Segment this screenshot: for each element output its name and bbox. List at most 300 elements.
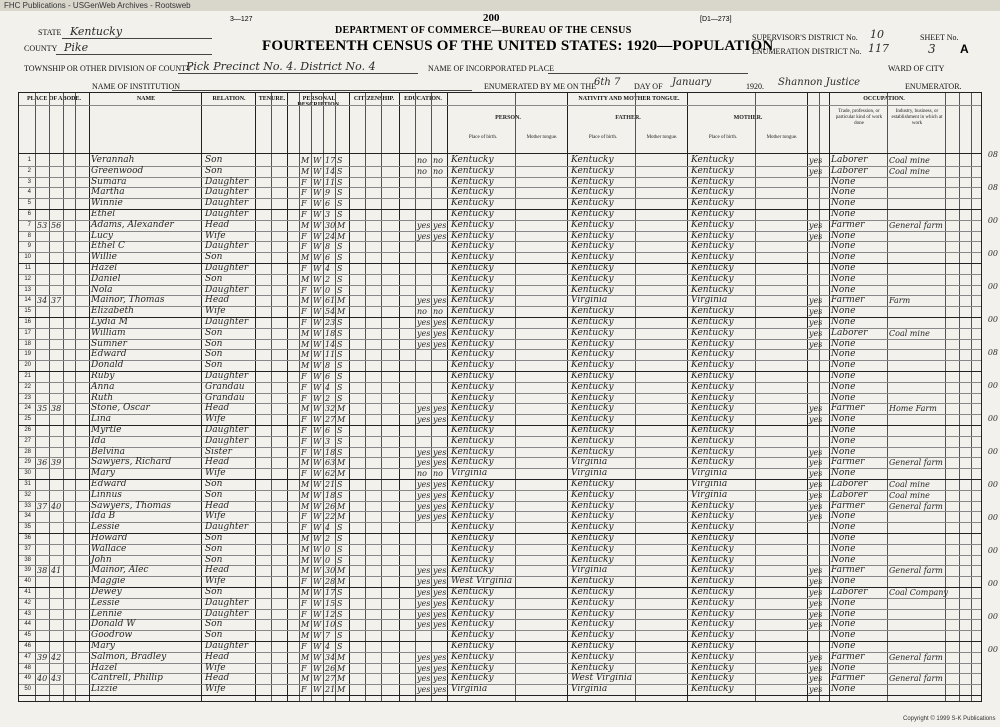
cell-mbirth: Kentucky xyxy=(691,392,734,403)
cell-birth: Kentucky xyxy=(451,306,494,317)
cell-industry: Coal Company xyxy=(889,588,948,597)
cell-rel: Daughter xyxy=(205,209,249,219)
header-rule xyxy=(19,105,981,106)
group-citizenship: CITIZENSHIP. xyxy=(353,96,395,102)
cell-rel: Daughter xyxy=(205,597,249,608)
cell-fbirth: Virginia xyxy=(571,295,608,306)
cell-dwelling: 39 xyxy=(37,652,48,662)
cell-fbirth: Kentucky xyxy=(571,371,614,381)
cell-mbirth: Kentucky xyxy=(691,651,734,662)
cell-rel: Daughter xyxy=(205,522,249,533)
row-number: 18 xyxy=(24,340,31,347)
cell-ms: M xyxy=(337,404,346,414)
cell-trade: None xyxy=(831,198,856,209)
cell-mbirth: Kentucky xyxy=(691,500,734,511)
cell-age: 9 xyxy=(325,188,331,198)
row-number: 31 xyxy=(24,481,31,487)
cell-age: 4 xyxy=(325,642,331,651)
cell-fbirth: Kentucky xyxy=(571,435,614,446)
cell-write: yes xyxy=(433,490,447,500)
cell-fbirth: Kentucky xyxy=(571,608,614,619)
cell-ms: M xyxy=(337,512,346,522)
cell-mbirth: Kentucky xyxy=(691,543,734,554)
cell-ms: S xyxy=(337,285,343,295)
sub-person: PERSON. xyxy=(495,115,521,121)
cell-name: Mainor, Alec xyxy=(91,565,149,576)
cell-ms: S xyxy=(337,609,343,619)
cell-read: yes xyxy=(417,458,431,468)
cell-fbirth: West Virginia xyxy=(571,673,633,684)
cell-sex: F xyxy=(301,285,307,295)
cell-sex: M xyxy=(301,544,310,554)
cell-race: W xyxy=(313,642,322,651)
cell-rel: Son xyxy=(205,543,223,554)
cell-birth: Kentucky xyxy=(451,479,494,489)
cell-birth: Kentucky xyxy=(451,219,494,230)
cell-ms: S xyxy=(337,264,343,273)
margin-note: 00 xyxy=(987,216,998,225)
cell-sex: F xyxy=(301,393,307,403)
row-number: 6 xyxy=(27,211,31,217)
cell-birth: Kentucky xyxy=(451,619,494,630)
cell-sex: F xyxy=(301,447,307,457)
cell-fbirth: Kentucky xyxy=(571,306,614,317)
cell-trade: None xyxy=(831,425,856,435)
cell-birth: Kentucky xyxy=(451,187,494,198)
cell-age: 30 xyxy=(325,566,336,576)
row-number: 50 xyxy=(24,686,31,693)
cell-family: 37 xyxy=(51,296,62,306)
col-divider xyxy=(75,93,76,701)
row-number: 38 xyxy=(24,556,31,563)
cell-ms: S xyxy=(337,490,343,500)
cell-read: yes xyxy=(417,620,431,630)
cell-ms: S xyxy=(337,372,343,381)
margin-note: 00 xyxy=(987,414,998,423)
cell-family: 42 xyxy=(51,652,62,662)
cell-rel: Daughter xyxy=(205,608,249,619)
cell-sex: M xyxy=(301,274,310,284)
cell-birth: Kentucky xyxy=(451,522,494,533)
cell-birth: Kentucky xyxy=(451,511,494,522)
row-number: 34 xyxy=(24,513,31,520)
cell-trade: Laborer xyxy=(831,587,868,597)
cell-age: 21 xyxy=(325,685,336,695)
cell-dwelling: 35 xyxy=(37,404,48,414)
cell-rel: Daughter xyxy=(205,435,249,446)
row-number: 16 xyxy=(24,319,31,325)
cell-fbirth: Kentucky xyxy=(571,338,614,349)
cell-rel: Wife xyxy=(205,414,226,425)
cell-sex: F xyxy=(301,188,307,198)
cell-age: 3 xyxy=(325,436,331,446)
cell-birth: Kentucky xyxy=(451,165,494,176)
sub-mother-tongue: Mother tongue. xyxy=(766,135,798,140)
col-divider xyxy=(89,93,90,701)
cell-birth: Virginia xyxy=(451,468,488,479)
cell-birth: Kentucky xyxy=(451,673,494,684)
day-of-label: DAY OF xyxy=(634,82,663,91)
cell-age: 26 xyxy=(325,501,336,511)
cell-industry: Farm xyxy=(889,296,911,306)
cell-sex: M xyxy=(301,566,310,576)
cell-age: 18 xyxy=(325,328,336,338)
cell-eng: yes xyxy=(809,620,823,630)
cell-mbirth: Kentucky xyxy=(691,608,734,619)
margin-note: 00 xyxy=(987,645,998,654)
cell-read: yes xyxy=(417,404,431,414)
cell-mbirth: Virginia xyxy=(691,295,728,306)
cell-trade: None xyxy=(831,209,856,219)
cell-mbirth: Kentucky xyxy=(691,219,734,230)
cell-mbirth: Kentucky xyxy=(691,457,734,468)
cell-race: W xyxy=(313,188,322,198)
cell-write: yes xyxy=(433,652,447,662)
cell-ms: S xyxy=(337,156,343,165)
cell-sex: F xyxy=(301,426,307,435)
cell-name: Stone, Oscar xyxy=(91,403,150,414)
cell-race: W xyxy=(313,404,322,414)
cell-mbirth: Virginia xyxy=(691,479,728,489)
sheet-letter: A xyxy=(960,42,969,56)
cell-race: W xyxy=(313,231,322,241)
cell-age: 0 xyxy=(325,555,331,565)
copyright-footer: Copyright © 1999 S-K Publications xyxy=(903,716,996,722)
cell-fbirth: Kentucky xyxy=(571,327,614,338)
cell-fbirth: Kentucky xyxy=(571,230,614,241)
cell-eng: yes xyxy=(809,674,823,684)
margin-note: 08 xyxy=(987,183,998,192)
cell-sex: F xyxy=(301,523,307,533)
cell-ms: M xyxy=(337,307,346,317)
cell-birth: Virginia xyxy=(451,684,488,695)
cell-name: Ida B xyxy=(91,511,116,522)
row-number: 48 xyxy=(24,664,31,671)
cell-trade: Farmer xyxy=(831,500,865,511)
cell-sex: F xyxy=(301,577,307,587)
cell-sex: M xyxy=(301,490,310,500)
cell-race: W xyxy=(313,328,322,338)
cell-name: Donald xyxy=(91,360,124,371)
cell-trade: None xyxy=(831,317,856,327)
col-divider xyxy=(255,93,256,701)
cell-birth: Kentucky xyxy=(451,176,494,187)
cell-mbirth: Kentucky xyxy=(691,317,734,327)
row-number: 42 xyxy=(24,599,31,606)
cell-ms: M xyxy=(337,652,346,662)
cell-race: W xyxy=(313,544,322,554)
cell-race: W xyxy=(313,685,322,695)
cell-eng: yes xyxy=(809,652,823,662)
row-number: 37 xyxy=(24,545,31,552)
cell-age: 6 xyxy=(325,426,331,435)
cell-write: no xyxy=(433,469,443,479)
cell-mbirth: Kentucky xyxy=(691,187,734,198)
margin-note: 00 xyxy=(987,579,998,588)
cell-eng: yes xyxy=(809,220,823,230)
department-heading: DEPARTMENT OF COMMERCE—BUREAU OF THE CENSUS xyxy=(335,25,632,36)
row-number: 3 xyxy=(27,178,31,185)
cell-race: W xyxy=(313,663,322,673)
enumerated-day: 6th 7 xyxy=(594,77,621,88)
cell-rel: Head xyxy=(205,295,230,306)
cell-family: 38 xyxy=(51,404,62,414)
cell-family: 43 xyxy=(51,674,62,684)
cell-ms: M xyxy=(337,220,346,230)
cell-race: W xyxy=(313,458,322,468)
cell-trade: None xyxy=(831,662,856,673)
cell-sex: M xyxy=(301,361,310,371)
cell-read: yes xyxy=(417,609,431,619)
cell-fbirth: Kentucky xyxy=(571,284,614,295)
cell-ms: S xyxy=(337,210,343,219)
cell-ms: S xyxy=(337,242,343,252)
cell-trade: None xyxy=(831,630,856,641)
col-divider xyxy=(415,93,416,701)
cell-fbirth: Kentucky xyxy=(571,317,614,327)
cell-write: no xyxy=(433,166,443,176)
cell-industry: Coal mine xyxy=(889,480,930,489)
cell-trade: None xyxy=(831,641,856,651)
form-code-left: 3—127 xyxy=(230,16,253,23)
cell-eng: yes xyxy=(809,598,823,608)
cell-race: W xyxy=(313,447,322,457)
cell-fbirth: Kentucky xyxy=(571,219,614,230)
cell-mbirth: Kentucky xyxy=(691,522,734,533)
cell-trade: None xyxy=(831,349,856,360)
cell-ms: S xyxy=(337,620,343,630)
cell-sex: F xyxy=(301,609,307,619)
page-title: FOURTEENTH CENSUS OF THE UNITED STATES: 1920—POPULATION xyxy=(262,38,774,54)
cell-birth: Kentucky xyxy=(451,662,494,673)
cell-mbirth: Kentucky xyxy=(691,209,734,219)
state-label: STATE xyxy=(38,28,62,37)
cell-race: W xyxy=(313,296,322,306)
cell-race: W xyxy=(313,372,322,381)
cell-mbirth: Kentucky xyxy=(691,198,734,209)
cell-fbirth: Kentucky xyxy=(571,522,614,533)
cell-age: 22 xyxy=(325,512,336,522)
row-number: 32 xyxy=(24,491,31,498)
cell-rel: Grandau xyxy=(205,381,245,392)
cell-read: yes xyxy=(417,566,431,576)
watermark-bar: FHC Publications - USGenWeb Archives - Rootsweb xyxy=(0,0,1000,11)
cell-family: 56 xyxy=(51,220,62,230)
cell-name: Lennie xyxy=(91,608,123,619)
cell-fbirth: Kentucky xyxy=(571,446,614,457)
cell-fbirth: Kentucky xyxy=(571,241,614,252)
form-code-right: [D1—273] xyxy=(700,16,732,23)
cell-birth: Kentucky xyxy=(451,414,494,425)
cell-mbirth: Kentucky xyxy=(691,403,734,414)
cell-sex: M xyxy=(301,458,310,468)
enum-district-label: ENUMERATION DISTRICT No. xyxy=(752,47,862,56)
cell-eng: yes xyxy=(809,231,823,241)
cell-birth: Kentucky xyxy=(451,381,494,392)
cell-trade: None xyxy=(831,597,856,608)
cell-eng: yes xyxy=(809,609,823,619)
cell-rel: Daughter xyxy=(205,176,249,187)
cell-ms: S xyxy=(337,199,343,209)
cell-birth: Kentucky xyxy=(451,252,494,263)
cell-write: yes xyxy=(433,598,447,608)
cell-fbirth: Kentucky xyxy=(571,587,614,597)
sub-industry: Industry, business, or establishment in which at work xyxy=(891,109,943,126)
col-divider xyxy=(515,93,516,701)
sub-father: FATHER. xyxy=(615,115,641,121)
cell-fbirth: Kentucky xyxy=(571,576,614,587)
col-divider xyxy=(959,93,960,701)
col-divider xyxy=(945,93,946,701)
cell-family: 41 xyxy=(51,566,62,576)
cell-birth: Kentucky xyxy=(451,446,494,457)
institution-label: NAME OF INSTITUTION xyxy=(92,82,180,91)
cell-sex: M xyxy=(301,620,310,630)
group-occupation: OCCUPATION. xyxy=(863,96,905,102)
cell-ms: S xyxy=(337,350,343,360)
cell-trade: Farmer xyxy=(831,565,865,576)
cell-industry: Coal mine xyxy=(889,156,930,165)
cell-trade: None xyxy=(831,284,856,295)
cell-sex: M xyxy=(301,555,310,565)
cell-mbirth: Kentucky xyxy=(691,252,734,263)
col-divider xyxy=(311,93,312,701)
cell-write: no xyxy=(433,156,443,165)
cell-rel: Son xyxy=(205,165,223,176)
cell-sex: F xyxy=(301,199,307,209)
cell-rel: Son xyxy=(205,587,223,597)
row-number: 7 xyxy=(27,221,31,228)
cell-rel: Sister xyxy=(205,446,232,457)
sub-mother-pob: Place of birth. xyxy=(708,135,738,140)
cell-birth: Kentucky xyxy=(451,263,494,273)
cell-fbirth: Kentucky xyxy=(571,511,614,522)
cell-ms: S xyxy=(337,523,343,533)
cell-name: Ruth xyxy=(91,392,113,403)
cell-rel: Son xyxy=(205,360,223,371)
cell-race: W xyxy=(313,566,322,576)
cell-trade: None xyxy=(831,176,856,187)
cell-write: no xyxy=(433,307,443,317)
cell-read: yes xyxy=(417,339,431,349)
group-personal: PERSONAL DESCRIPTION. xyxy=(297,96,341,108)
cell-age: 28 xyxy=(325,577,336,587)
cell-fbirth: Kentucky xyxy=(571,414,614,425)
cell-sex: M xyxy=(301,339,310,349)
cell-rel: Wife xyxy=(205,306,226,317)
cell-fbirth: Kentucky xyxy=(571,651,614,662)
cell-read: yes xyxy=(417,663,431,673)
sheet-label: SHEET No. xyxy=(920,33,959,42)
cell-fbirth: Virginia xyxy=(571,468,608,479)
cell-dwelling: 37 xyxy=(37,501,48,511)
cell-age: 7 xyxy=(325,631,331,641)
row-number: 4 xyxy=(27,189,31,196)
cell-ms: S xyxy=(337,534,343,543)
col-divider xyxy=(829,93,830,701)
cell-name: Sumara xyxy=(91,176,127,187)
cell-name: Sawyers, Thomas xyxy=(91,500,172,511)
cell-age: 63 xyxy=(325,458,336,468)
cell-age: 26 xyxy=(325,663,336,673)
cell-race: W xyxy=(313,436,322,446)
cell-fbirth: Kentucky xyxy=(571,543,614,554)
cell-sex: M xyxy=(301,588,310,597)
cell-age: 4 xyxy=(325,523,331,533)
cell-race: W xyxy=(313,490,322,500)
cell-fbirth: Kentucky xyxy=(571,630,614,641)
cell-name: Dewey xyxy=(91,587,122,597)
cell-trade: None xyxy=(831,230,856,241)
group-relation: RELATION. xyxy=(212,96,246,102)
cell-trade: Farmer xyxy=(831,457,865,468)
cell-birth: Kentucky xyxy=(451,489,494,500)
col-divider xyxy=(49,93,50,701)
cell-fbirth: Kentucky xyxy=(571,252,614,263)
cell-name: Cantrell, Phillip xyxy=(91,673,163,684)
cell-race: W xyxy=(313,598,322,608)
sub-person-tongue: Mother tongue. xyxy=(526,135,558,140)
cell-name: Verannah xyxy=(91,155,135,165)
cell-ms: M xyxy=(337,566,346,576)
cell-race: W xyxy=(313,588,322,597)
cell-race: W xyxy=(313,177,322,187)
cell-race: W xyxy=(313,382,322,392)
cell-sex: M xyxy=(301,501,310,511)
cell-age: 3 xyxy=(325,210,331,219)
cell-birth: Kentucky xyxy=(451,533,494,543)
cell-race: W xyxy=(313,307,322,317)
col-divider xyxy=(399,93,400,701)
cell-read: no xyxy=(417,469,427,479)
cell-race: W xyxy=(313,210,322,219)
col-divider xyxy=(299,93,300,701)
row-number: 47 xyxy=(24,653,31,660)
cell-age: 8 xyxy=(325,361,331,371)
cell-birth: Kentucky xyxy=(451,425,494,435)
cell-sex: M xyxy=(301,350,310,360)
incorporated-label: NAME OF INCORPORATED PLACE xyxy=(428,64,555,73)
cell-trade: Farmer xyxy=(831,651,865,662)
cell-write: yes xyxy=(433,609,447,619)
cell-rel: Son xyxy=(205,327,223,338)
cell-eng: yes xyxy=(809,458,823,468)
cell-read: yes xyxy=(417,296,431,306)
cell-eng: yes xyxy=(809,501,823,511)
cell-write: yes xyxy=(433,231,447,241)
cell-mbirth: Kentucky xyxy=(691,371,734,381)
cell-birth: West Virginia xyxy=(451,576,513,587)
margin-note: 00 xyxy=(987,546,998,555)
cell-write: yes xyxy=(433,577,447,587)
cell-ms: M xyxy=(337,231,346,241)
cell-ms: S xyxy=(337,339,343,349)
row-number: 8 xyxy=(27,232,31,239)
cell-age: 2 xyxy=(325,393,331,403)
cell-name: Ruby xyxy=(91,371,115,381)
col-divider xyxy=(201,93,202,701)
cell-read: yes xyxy=(417,577,431,587)
cell-ms: M xyxy=(337,415,346,425)
cell-industry: Coal mine xyxy=(889,328,930,338)
incorporated-line xyxy=(548,73,748,74)
cell-trade: Laborer xyxy=(831,479,868,489)
cell-name: Howard xyxy=(91,533,128,543)
cell-rel: Head xyxy=(205,565,230,576)
cell-birth: Kentucky xyxy=(451,317,494,327)
cell-rel: Daughter xyxy=(205,284,249,295)
cell-ms: S xyxy=(337,253,343,263)
